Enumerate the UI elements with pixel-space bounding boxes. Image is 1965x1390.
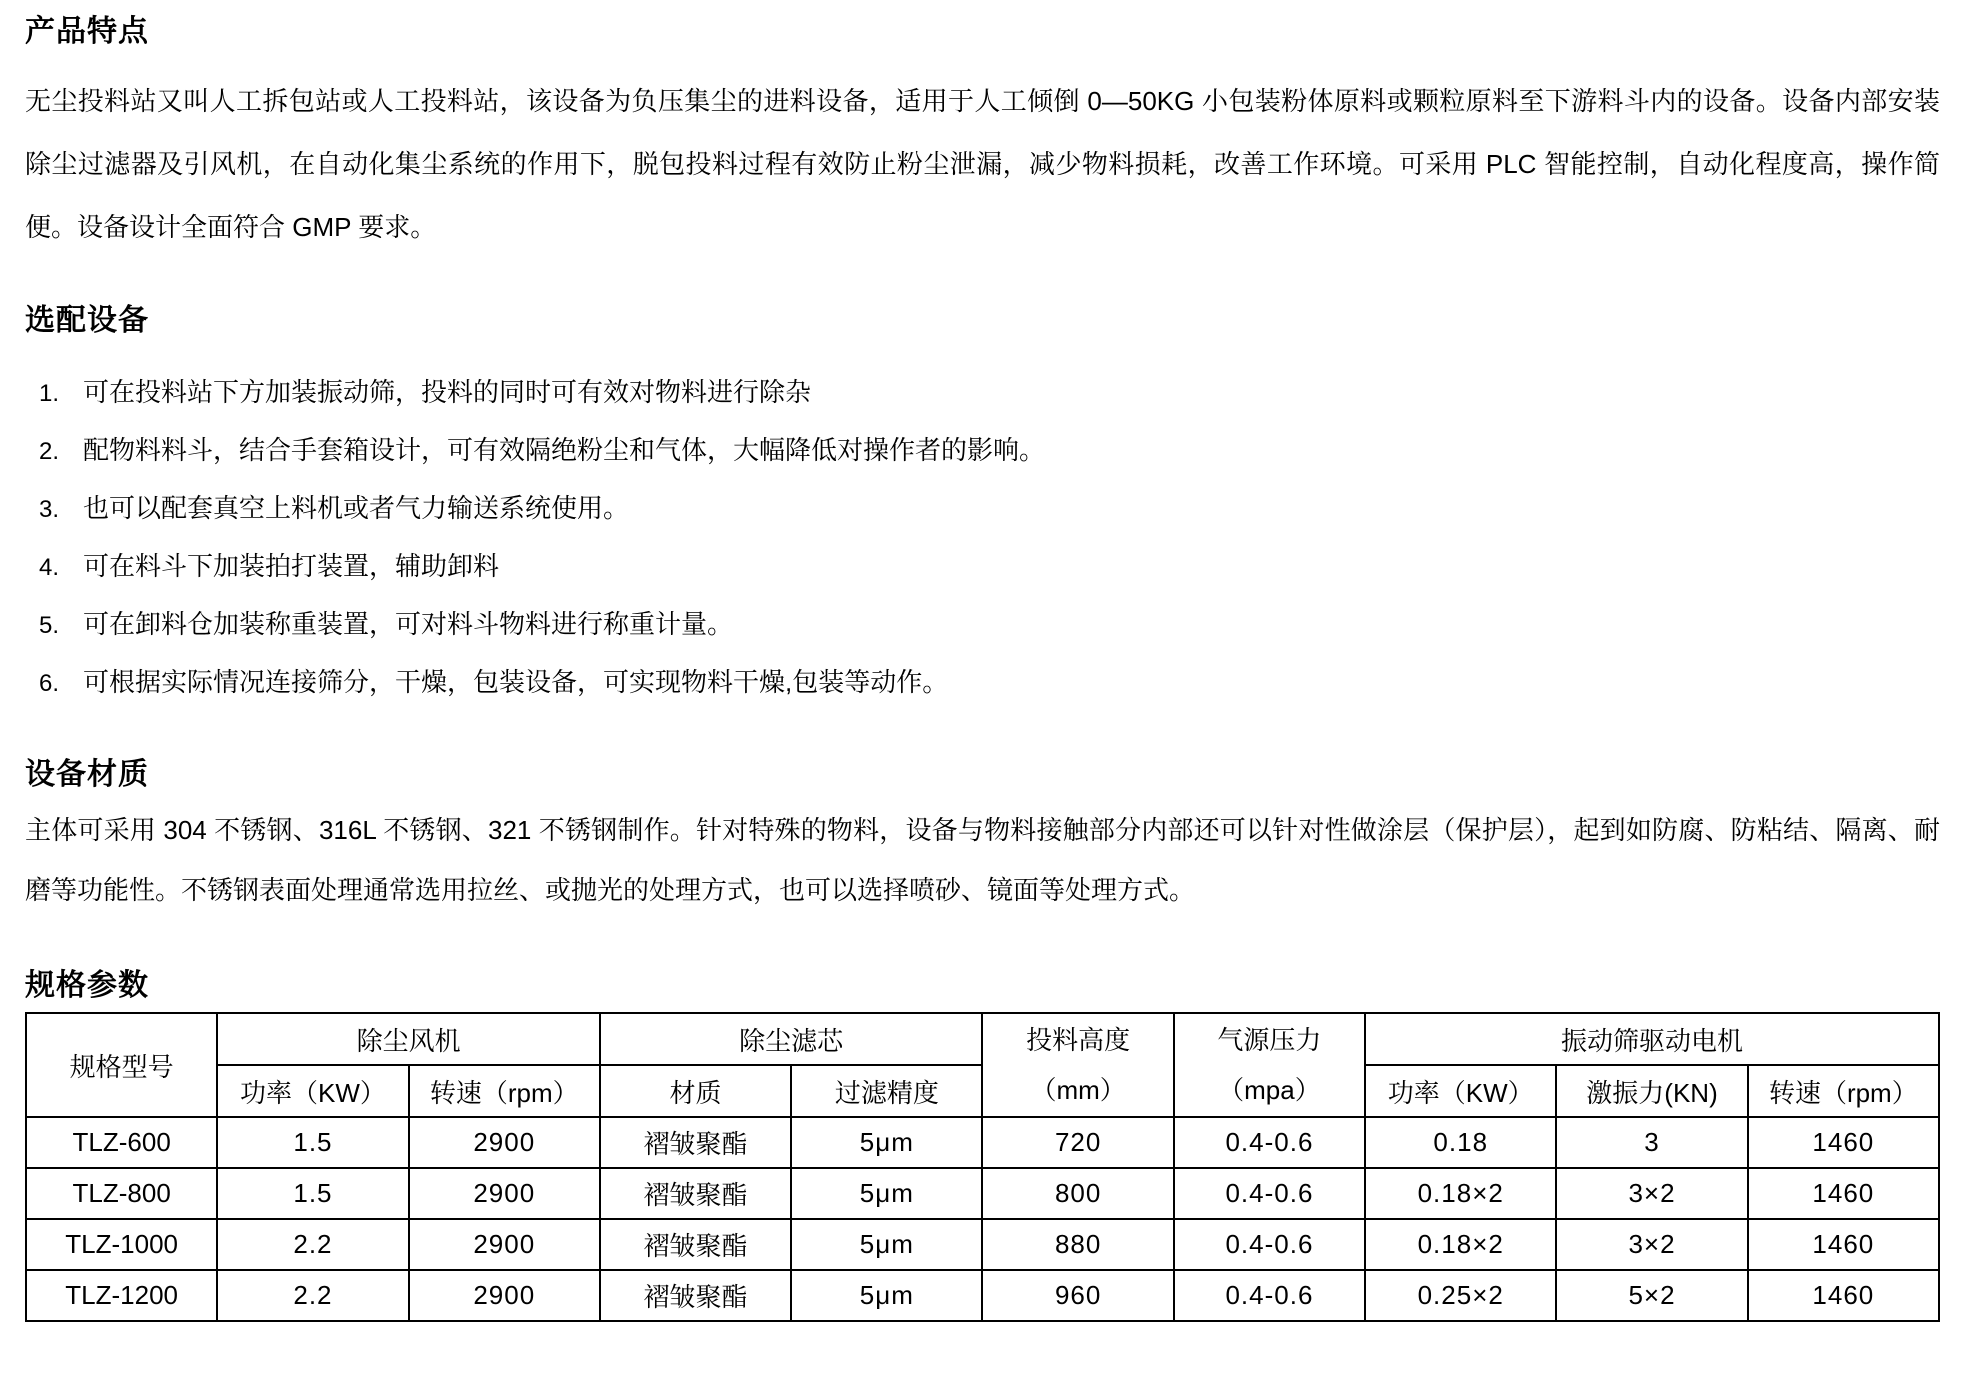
features-paragraph: 无尘投料站又叫人工拆包站或人工投料站，该设备为负压集尘的进料设备，适用于人工倾倒 0—50KG 小包装粉体原料或颗粒原料至下游料斗内的设备。设备内部安装除尘过滤器及引风机，在自动化集尘系统的作用下，脱包投料过程有效防止粉尘泄漏，减少物料损耗，改善工作环境。可采用 PLC 智能控制，自动化程度高，操作简便。设备设计全面符合 GMP 要求。	[25, 86, 1940, 242]
cell-motor-speed: 1460	[1748, 1270, 1939, 1321]
cell-model: TLZ-1000	[26, 1219, 217, 1270]
cell-motor-speed: 1460	[1748, 1117, 1939, 1168]
cell-filter-material: 褶皱聚酯	[600, 1219, 791, 1270]
list-item-number: 6.	[39, 670, 60, 697]
specs-heading: 规格参数	[25, 969, 149, 1002]
cell-filter-precision: 5μm	[791, 1219, 982, 1270]
cell-filter-material: 褶皱聚酯	[600, 1117, 791, 1168]
list-item	[25, 421, 1940, 479]
cell-fan-speed: 2900	[409, 1117, 600, 1168]
cell-filter-precision: 5μm	[791, 1117, 982, 1168]
list-item	[25, 479, 1940, 537]
cell-motor-speed: 1460	[1748, 1168, 1939, 1219]
th-filter-material: 材质	[600, 1065, 791, 1117]
list-item-text: 可在投料站下方加装振动筛，投料的同时可有效对物料进行除杂	[83, 377, 812, 407]
cell-motor-force: 3×2	[1556, 1168, 1747, 1219]
table-row	[26, 1219, 1939, 1270]
th-filter-precision: 过滤精度	[791, 1065, 982, 1117]
th-fan-group: 除尘风机	[217, 1013, 600, 1065]
th-motor-force: 激振力(KN)	[1556, 1065, 1747, 1117]
cell-motor-speed: 1460	[1748, 1219, 1939, 1270]
cell-filter-material: 褶皱聚酯	[600, 1168, 791, 1219]
list-item	[25, 363, 1940, 421]
table-row	[26, 1168, 1939, 1219]
list-item	[25, 537, 1940, 595]
specs-table	[25, 1012, 1940, 1322]
cell-motor-force: 3	[1556, 1117, 1747, 1168]
list-item-number: 5.	[39, 612, 60, 639]
th-motor-power: 功率（KW）	[1365, 1065, 1556, 1117]
cell-model: TLZ-800	[26, 1168, 217, 1219]
cell-air-pressure: 0.4-0.6	[1174, 1270, 1365, 1321]
th-air-pressure-title: 气源压力	[1217, 1025, 1322, 1055]
material-heading: 设备材质	[25, 758, 149, 791]
th-air-pressure-unit: （mpa）	[1218, 1075, 1321, 1105]
th-fan-speed: 转速（rpm）	[409, 1065, 600, 1117]
cell-model: TLZ-1200	[26, 1270, 217, 1321]
cell-feed-height: 960	[982, 1270, 1173, 1321]
cell-fan-power: 1.5	[217, 1168, 408, 1219]
cell-motor-force: 3×2	[1556, 1219, 1747, 1270]
table-row	[26, 1117, 1939, 1168]
list-item	[25, 653, 1940, 711]
table-row	[26, 1270, 1939, 1321]
cell-fan-power: 2.2	[217, 1219, 408, 1270]
cell-air-pressure: 0.4-0.6	[1174, 1117, 1365, 1168]
th-motor-group: 振动筛驱动电机	[1365, 1013, 1939, 1065]
material-paragraph: 主体可采用 304 不锈钢、316L 不锈钢、321 不锈钢制作。针对特殊的物料，设备与物料接触部分内部还可以针对性做涂层（保护层），起到如防腐、防粘结、隔离、耐磨等功能性。不锈钢表面处理通常选用拉丝、或抛光的处理方式，也可以选择喷砂、镜面等处理方式。	[25, 815, 1940, 905]
list-item-text: 也可以配套真空上料机或者气力输送系统使用。	[83, 493, 630, 523]
cell-motor-power: 0.25×2	[1365, 1270, 1556, 1321]
cell-filter-material: 褶皱聚酯	[600, 1270, 791, 1321]
th-fan-power: 功率（KW）	[217, 1065, 408, 1117]
cell-feed-height: 800	[982, 1168, 1173, 1219]
features-heading: 产品特点	[25, 15, 149, 48]
cell-fan-speed: 2900	[409, 1270, 600, 1321]
cell-model: TLZ-600	[26, 1117, 217, 1168]
list-item-number: 4.	[39, 554, 60, 581]
cell-fan-speed: 2900	[409, 1219, 600, 1270]
cell-fan-speed: 2900	[409, 1168, 600, 1219]
th-feed-height-unit: （mm）	[1030, 1075, 1126, 1105]
th-feed-height-title: 投料高度	[1026, 1025, 1131, 1055]
th-filter-group: 除尘滤芯	[600, 1013, 983, 1065]
list-item-number: 3.	[39, 496, 60, 523]
th-model: 规格型号	[26, 1013, 217, 1117]
cell-motor-force: 5×2	[1556, 1270, 1747, 1321]
cell-filter-precision: 5μm	[791, 1168, 982, 1219]
list-item-text: 可在料斗下加装拍打装置，辅助卸料	[83, 551, 500, 581]
th-feed-height	[982, 1013, 1173, 1117]
cell-feed-height: 880	[982, 1219, 1173, 1270]
list-item-text: 可在卸料仓加装称重装置，可对料斗物料进行称重计量。	[83, 609, 734, 639]
list-item-number: 2.	[39, 438, 60, 465]
optional-equipment-heading: 选配设备	[25, 304, 149, 337]
list-item	[25, 595, 1940, 653]
cell-feed-height: 720	[982, 1117, 1173, 1168]
cell-air-pressure: 0.4-0.6	[1174, 1168, 1365, 1219]
cell-air-pressure: 0.4-0.6	[1174, 1219, 1365, 1270]
list-item-text: 配物料料斗，结合手套箱设计，可有效隔绝粉尘和气体，大幅降低对操作者的影响。	[83, 435, 1046, 465]
cell-fan-power: 2.2	[217, 1270, 408, 1321]
cell-filter-precision: 5μm	[791, 1270, 982, 1321]
header-row-groups	[26, 1013, 1939, 1065]
list-item-text: 可根据实际情况连接筛分，干燥，包装设备，可实现物料干燥,包装等动作。	[83, 667, 949, 697]
list-item-number: 1.	[39, 380, 60, 407]
cell-motor-power: 0.18	[1365, 1117, 1556, 1168]
cell-motor-power: 0.18×2	[1365, 1219, 1556, 1270]
cell-motor-power: 0.18×2	[1365, 1168, 1556, 1219]
optional-equipment-list	[25, 363, 1940, 711]
th-air-pressure	[1174, 1013, 1365, 1117]
cell-fan-power: 1.5	[217, 1117, 408, 1168]
th-motor-speed: 转速（rpm）	[1748, 1065, 1939, 1117]
